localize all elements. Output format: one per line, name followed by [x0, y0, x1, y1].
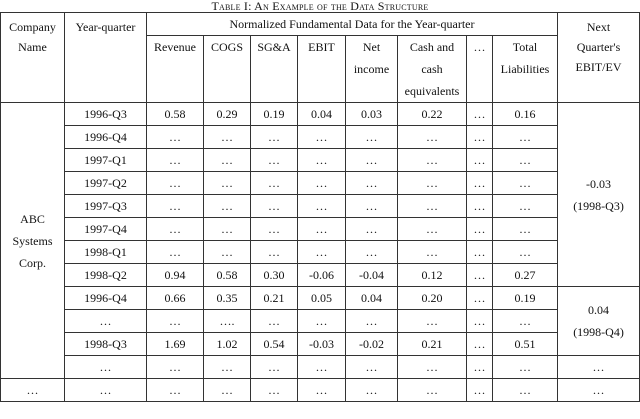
value-cell: …: [493, 195, 558, 218]
year-quarter-cell: 1996-Q4: [65, 126, 147, 149]
year-quarter-cell: …: [65, 356, 147, 379]
table-row: [1, 126, 640, 149]
value-cell: …: [298, 195, 346, 218]
table-row: [1, 287, 640, 310]
column-header: [251, 36, 298, 103]
value-cell: …: [298, 218, 346, 241]
next-ebit-group-1: [558, 103, 640, 287]
value-cell: …: [346, 126, 398, 149]
table-row-final: [1, 379, 640, 402]
year-quarter-cell: 1997-Q4: [65, 218, 147, 241]
value-cell: …: [251, 195, 298, 218]
value-cell: 0.27: [493, 264, 558, 287]
column-header-total-line2: Liabilities: [500, 62, 550, 76]
column-header-sga: SG&A: [257, 40, 291, 54]
year-quarter-cell: 1998-Q1: [65, 241, 147, 264]
value-cell: …: [298, 356, 346, 379]
value-cell: …: [467, 126, 493, 149]
value-cell: 0.05: [298, 287, 346, 310]
value-cell: 1.69: [147, 333, 204, 356]
header-company-line2: Name: [18, 40, 47, 54]
column-header-cash-line3: equivalents: [404, 84, 460, 98]
table-row: [1, 172, 640, 195]
value-cell: …: [467, 195, 493, 218]
column-header-net-line1: Net: [362, 40, 381, 54]
header-next-line1: Next: [586, 20, 611, 34]
value-cell: …: [493, 356, 558, 379]
value-cell: …: [251, 379, 298, 402]
column-header-cash-line2: cash: [421, 62, 443, 76]
value-cell: 0.58: [147, 103, 204, 126]
header-row-1: [1, 13, 640, 36]
value-cell: …: [147, 149, 204, 172]
value-cell: …: [251, 218, 298, 241]
value-cell: …: [298, 379, 346, 402]
value-cell: …: [467, 379, 493, 402]
table-row: [1, 241, 640, 264]
table-row: [1, 310, 640, 333]
next-ebit-group-2: [558, 287, 640, 356]
value-cell: 0.29: [204, 103, 251, 126]
value-cell: 0.21: [398, 333, 467, 356]
value-cell: …: [467, 310, 493, 333]
company-name-cell-final: …: [1, 379, 65, 402]
column-header: [467, 36, 493, 103]
value-cell: …: [493, 218, 558, 241]
header-company: [1, 13, 65, 103]
value-cell: 0.19: [251, 103, 298, 126]
value-cell: 0.30: [251, 264, 298, 287]
column-header: [493, 36, 558, 103]
value-cell: …: [204, 149, 251, 172]
table-caption: Table I: An Example of the Data Structure: [211, 0, 429, 13]
value-cell: …: [467, 218, 493, 241]
year-quarter-cell: 1996-Q4: [65, 287, 147, 310]
value-cell: …: [398, 218, 467, 241]
column-header-total-line1: Total: [512, 40, 538, 54]
company-name-cell: [1, 103, 65, 379]
value-cell: 0.04: [298, 103, 346, 126]
value-cell: ….: [204, 310, 251, 333]
value-cell: …: [251, 149, 298, 172]
value-cell: …: [204, 218, 251, 241]
value-cell: …: [251, 356, 298, 379]
column-header-revenue: Revenue: [154, 40, 196, 54]
header-next-ebit-ev: [558, 13, 640, 103]
value-cell: …: [298, 310, 346, 333]
header-group: Normalized Fundamental Data for the Year-quarter: [147, 13, 558, 36]
year-quarter-cell: …: [65, 379, 147, 402]
table-row: [1, 356, 640, 379]
value-cell: 0.54: [251, 333, 298, 356]
value-cell: 0.04: [346, 287, 398, 310]
value-cell: …: [204, 195, 251, 218]
value-cell: -0.04: [346, 264, 398, 287]
company-line2: Systems: [12, 233, 53, 248]
column-header-cogs: COGS: [210, 40, 243, 54]
value-cell: 1.02: [204, 333, 251, 356]
value-cell: …: [467, 241, 493, 264]
header-year-quarter: [65, 13, 147, 103]
value-cell: 0.20: [398, 287, 467, 310]
column-header: [298, 36, 346, 103]
value-cell: …: [204, 356, 251, 379]
header-next-line3: EBIT/EV: [575, 60, 622, 74]
company-line1: ABC: [20, 211, 45, 226]
table-row: [1, 195, 640, 218]
data-structure-table: [0, 12, 640, 402]
value-cell: …: [398, 126, 467, 149]
value-cell: 0.21: [251, 287, 298, 310]
value-cell: …: [493, 149, 558, 172]
value-cell: …: [467, 333, 493, 356]
year-quarter-cell: 1996-Q3: [65, 103, 147, 126]
value-cell: -0.06: [298, 264, 346, 287]
value-cell: 0.35: [204, 287, 251, 310]
value-cell: …: [204, 379, 251, 402]
table-row: [1, 149, 640, 172]
column-header-ellipsis: …: [473, 40, 486, 54]
value-cell: -0.02: [346, 333, 398, 356]
next-ebit-quarter-2: (1998-Q4): [573, 325, 624, 339]
value-cell: …: [147, 126, 204, 149]
header-year-quarter-text: Year-quarter: [75, 20, 136, 34]
value-cell: 0.22: [398, 103, 467, 126]
value-cell: …: [147, 241, 204, 264]
value-cell: 0.51: [493, 333, 558, 356]
value-cell: …: [467, 356, 493, 379]
value-cell: 0.03: [346, 103, 398, 126]
value-cell: …: [251, 310, 298, 333]
next-ebit-value-2: 0.04: [588, 303, 610, 317]
value-cell: …: [493, 126, 558, 149]
value-cell: …: [204, 126, 251, 149]
next-ebit-value-1: -0.03: [586, 176, 612, 191]
company-line3: Corp.: [19, 255, 46, 270]
value-cell: …: [467, 172, 493, 195]
value-cell: …: [398, 172, 467, 195]
value-cell: 0.58: [204, 264, 251, 287]
next-ebit-last-cell: …: [558, 356, 640, 379]
value-cell: …: [147, 218, 204, 241]
year-quarter-cell: 1997-Q3: [65, 195, 147, 218]
value-cell: …: [147, 379, 204, 402]
value-cell: …: [298, 172, 346, 195]
year-quarter-cell: 1997-Q1: [65, 149, 147, 172]
value-cell: …: [346, 310, 398, 333]
value-cell: …: [346, 356, 398, 379]
value-cell: …: [147, 195, 204, 218]
table-row: [1, 103, 640, 126]
table-row: [1, 264, 640, 287]
table-row: [1, 218, 640, 241]
header-next-line2: Quarter's: [576, 40, 621, 54]
value-cell: 0.12: [398, 264, 467, 287]
year-quarter-cell: …: [65, 310, 147, 333]
value-cell: …: [346, 149, 398, 172]
value-cell: …: [398, 149, 467, 172]
value-cell: …: [398, 356, 467, 379]
value-cell: …: [398, 310, 467, 333]
value-cell: 0.94: [147, 264, 204, 287]
value-cell: …: [298, 126, 346, 149]
column-header: [398, 36, 467, 103]
value-cell: …: [298, 149, 346, 172]
column-header-net-line2: income: [353, 62, 390, 76]
value-cell: …: [398, 195, 467, 218]
value-cell: …: [493, 379, 558, 402]
value-cell: -0.03: [298, 333, 346, 356]
value-cell: …: [398, 379, 467, 402]
table-row: [1, 333, 640, 356]
value-cell: …: [467, 264, 493, 287]
value-cell: …: [467, 287, 493, 310]
value-cell: …: [346, 379, 398, 402]
column-header-ebit: EBIT: [308, 40, 335, 54]
year-quarter-cell: 1997-Q2: [65, 172, 147, 195]
value-cell: 0.19: [493, 287, 558, 310]
column-header: [346, 36, 398, 103]
value-cell: …: [493, 172, 558, 195]
column-header: [147, 36, 204, 103]
value-cell: …: [147, 310, 204, 333]
year-quarter-cell: 1998-Q2: [65, 264, 147, 287]
header-company-line1: Company: [9, 20, 56, 34]
value-cell: …: [251, 126, 298, 149]
value-cell: …: [346, 241, 398, 264]
value-cell: …: [346, 195, 398, 218]
value-cell: 0.16: [493, 103, 558, 126]
column-header: [204, 36, 251, 103]
value-cell: …: [147, 172, 204, 195]
value-cell: 0.66: [147, 287, 204, 310]
value-cell: …: [398, 241, 467, 264]
value-cell: …: [298, 241, 346, 264]
value-cell: …: [251, 172, 298, 195]
value-cell: …: [147, 356, 204, 379]
value-cell: …: [493, 310, 558, 333]
next-ebit-final-cell: …: [558, 379, 640, 402]
value-cell: …: [493, 241, 558, 264]
value-cell: …: [204, 172, 251, 195]
value-cell: …: [204, 241, 251, 264]
value-cell: …: [467, 103, 493, 126]
value-cell: …: [346, 172, 398, 195]
value-cell: …: [467, 149, 493, 172]
next-ebit-quarter-1: (1998-Q3): [573, 198, 624, 213]
value-cell: …: [346, 218, 398, 241]
column-header-cash-line1: Cash and: [409, 40, 455, 54]
year-quarter-cell: 1998-Q3: [65, 333, 147, 356]
value-cell: …: [251, 241, 298, 264]
